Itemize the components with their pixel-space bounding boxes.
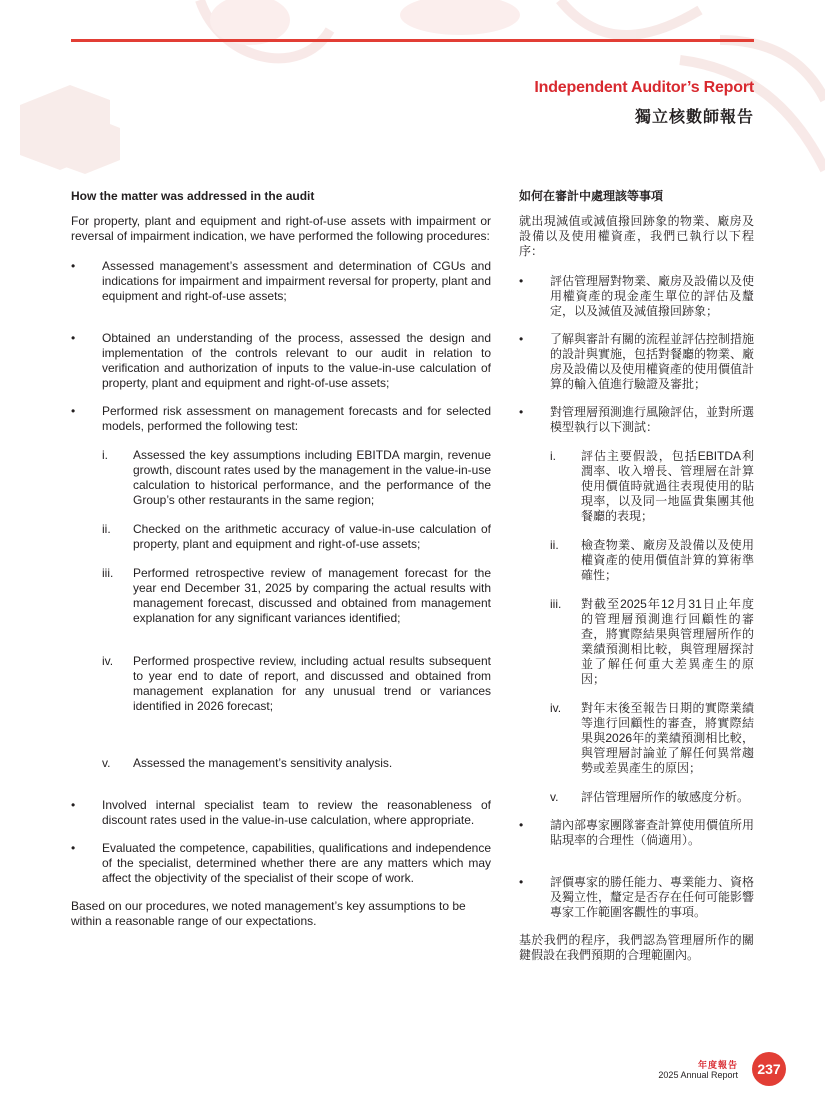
english-subitem-ii: ii. Checked on the arithmetic accuracy of value-in-use calculation of property, plant and equipment and right-of-use assets; <box>102 522 491 551</box>
footer-report-zh: 年度報告 <box>697 1060 738 1070</box>
chinese-subitem-iii: iii. 對截至2025年12月31日止年度的管理層預測進行回顧性的審查，將實際結果與管理層所作的業績預測相比較，與管理層探討並了解任何重大差異產生的原因； <box>550 597 754 686</box>
chinese-bullet-2: • 了解與審計有關的流程並評估控制措施的設計與實施，包括對餐廳的物業、廠房及設備以及使用權資產的使用價值計算的輸入值進行驗證及審批； <box>519 332 755 391</box>
header-rule <box>71 39 754 42</box>
bullet-marker: • <box>519 405 524 419</box>
english-bullet-1: • Assessed management’s assessment and determination of CGUs and indications for impairment and impairment reversal for property, plant and equipment and right-of-use assets; <box>71 259 491 303</box>
english-intro: For property, plant and equipment and right-of-use assets with impairment or reversal of impairment indication, we have performed the following procedures: <box>71 214 491 243</box>
english-heading: How the matter was addressed in the audit <box>71 189 315 203</box>
chinese-heading: 如何在審計中處理該等事項 <box>519 189 664 203</box>
english-conclusion: Based on our procedures, we noted management’s key assumptions to be within a reasonable range of our expectations. <box>71 899 466 928</box>
bullet-marker: • <box>71 798 76 812</box>
report-title-zh: 獨立核數師報告 <box>634 109 754 126</box>
bullet-marker: • <box>71 404 76 418</box>
page-number: 237 <box>752 1052 786 1086</box>
english-bullet-2: • Obtained an understanding of the process, assessed the design and implementation of the controls relevant to our audit in relation to verification and authorization of inputs to the value-in-use calculation of property, plant and equipment and right-of-use assets; <box>71 331 491 390</box>
chinese-column <box>519 189 754 963</box>
chinese-subitem-i: i. 評估主要假設，包括EBITDA利潤率、收入增長、管理層在計算使用價值時就過往表現使用的貼現率，以及同一地區貴集團其他餐廳的表現； <box>550 449 754 523</box>
bullet-marker: • <box>519 332 524 346</box>
report-title-en: Independent Auditor’s Report <box>534 79 754 96</box>
english-subitem-iv: iv. Performed prospective review, including actual results subsequent to year end to date of report, and discussed and obtained from management explanation for any unusual trend or variances identified in 2026 forecast; <box>102 654 491 713</box>
chinese-bullet-3: • 對管理層預測進行風險評估，並對所選模型執行以下測試： <box>519 405 755 434</box>
chinese-conclusion: 基於我們的程序，我們認為管理層所作的關鍵假設在我們預期的合理範圍內。 <box>519 933 754 962</box>
english-subitem-v: v. Assessed the management’s sensitivity analysis. <box>102 756 393 770</box>
chinese-bullet-5: • 評價專家的勝任能力、專業能力、資格及獨立性，釐定是否存在任何可能影響專家工作範圍客觀性的事項。 <box>519 875 755 919</box>
english-bullet-4: • Involved internal specialist team to review the reasonableness of discount rates used in the value-in-use calculation, where appropriate. <box>71 798 491 827</box>
english-subitem-i: i. Assessed the key assumptions including EBITDA margin, revenue growth, discount rates used by the management in the value-in-use calculation to historical performance, and the performance of the Group’s other restaurants in the same region; <box>102 448 491 507</box>
bullet-marker: • <box>519 818 524 832</box>
footer-report-en: 2025 Annual Report <box>658 1070 738 1080</box>
chinese-subitem-v: v. 評估管理層所作的敏感度分析。 <box>550 790 750 804</box>
english-bullet-5: • Evaluated the competence, capabilities, qualifications and independence of the specialist, determined whether there are any matters which may affect the objectivity of the specialist of their scope of work. <box>71 841 491 885</box>
chinese-bullet-1: • 評估管理層對物業、廠房及設備以及使用權資產的現金產生單位的評估及釐定，以及減值及減值撥回跡象； <box>519 274 755 318</box>
bullet-marker: • <box>71 331 76 345</box>
english-bullet-3: • Performed risk assessment on management forecasts and for selected models, performed the following test: <box>71 404 491 433</box>
bullet-marker: • <box>71 841 76 855</box>
chinese-subitem-iv: iv. 對年末後至報告日期的實際業績等進行回顧性的審查，將實際結果與2026年的業績預測相比較，與管理層討論並了解任何異常趨勢或差異產生的原因； <box>550 701 754 775</box>
bullet-marker: • <box>519 274 524 288</box>
bullet-marker: • <box>519 875 524 889</box>
chinese-subitem-ii: ii. 檢查物業、廠房及設備以及使用權資產的使用價值計算的算術準確性； <box>550 538 754 582</box>
english-column <box>71 189 491 929</box>
chinese-bullet-4: • 請內部專家團隊審查計算使用價值所用貼現率的合理性（倘適用）。 <box>519 818 755 847</box>
english-subitem-iii: iii. Performed retrospective review of management forecast for the year end December 31, 2025 by comparing the actual results with management forecast, discussed and obtained from management explanation for any significant variances identified; <box>102 566 491 625</box>
chinese-intro: 就出現減值或減值撥回跡象的物業、廠房及設備以及使用權資產，我們已執行以下程序： <box>519 214 754 258</box>
bullet-marker: • <box>71 259 76 273</box>
